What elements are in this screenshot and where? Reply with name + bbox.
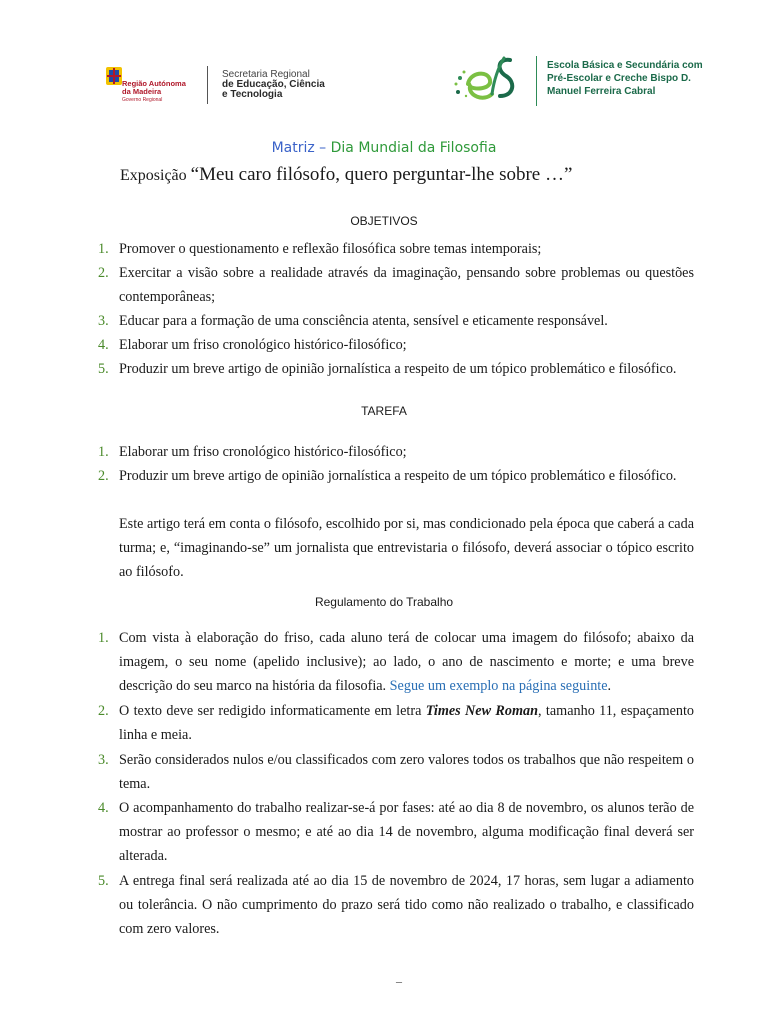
tarefa-item xyxy=(98,440,694,464)
item-number: 1. xyxy=(98,444,109,460)
tarefa-paragraph: Este artigo terá em conta o filósofo, escolhido por si, mas condicionado pela época que caberá a cada turma; e, “imaginando-se” um jornalista que entrevistaria o filósofo, deverá associar o tópico escrito ao filósofo. xyxy=(119,516,694,580)
item-text: Exercitar a visão sobre a realidade através da imaginação, pensando sobre problemas ou questões contemporâneas; xyxy=(119,265,694,305)
objetivo-item xyxy=(98,333,694,357)
item-text: Promover o questionamento e reflexão filosófica sobre temas intemporais; xyxy=(119,241,542,257)
item-text: Educar para a formação de uma consciência atenta, sensível e eticamente responsável. xyxy=(119,313,608,329)
item-number: 1. xyxy=(98,241,109,257)
objetivo-item xyxy=(98,261,694,309)
item-text: Produzir um breve artigo de opinião jornalística a respeito de um tópico problemático e filosófico. xyxy=(119,468,677,484)
objetivo-item xyxy=(98,357,694,381)
item-number: 2. xyxy=(98,468,109,484)
objetivo-item xyxy=(98,237,694,261)
item-number: 1. xyxy=(98,630,109,646)
example-link[interactable]: Segue um exemplo na página seguinte xyxy=(389,678,608,694)
item-text: Produzir um breve artigo de opinião jornalística a respeito de um tópico problemático e filosófico. xyxy=(119,361,677,377)
item-text: O acompanhamento do trabalho realizar-se-á por fases: até ao dia 8 de novembro, os alunos terão de mostrar ao professor o mesmo; e até ao dia 14 de novembro, alguma modificação final deverá ser alterada. xyxy=(119,800,694,864)
item2-post: , tamanho 11, espaçamento linha e meia. xyxy=(119,703,694,743)
item-number: 2. xyxy=(98,703,109,719)
school-line3: Manuel Ferreira Cabral xyxy=(547,86,656,97)
region-name-line2: da Madeira xyxy=(122,87,162,96)
item-number: 5. xyxy=(98,361,109,377)
item-number: 3. xyxy=(98,752,109,768)
school-line1: Escola Básica e Secundária com xyxy=(547,60,703,71)
expo-quote: “Meu caro filósofo, quero perguntar-lhe sobre …” xyxy=(190,164,573,185)
document-title xyxy=(0,140,768,156)
item-number: 3. xyxy=(98,313,109,329)
region-sub: Governo Regional xyxy=(122,97,163,103)
region-name-line1: Região Autónoma xyxy=(122,79,186,88)
item1-end: . xyxy=(607,678,612,694)
item2-pre: O texto deve ser redigido informaticamente em letra xyxy=(119,703,426,719)
expo-label: Exposição xyxy=(120,167,191,184)
page-footer-dash: – xyxy=(396,974,402,988)
font-name: Times New Roman xyxy=(425,703,539,719)
school-line2: Pré-Escolar e Creche Bispo D. xyxy=(547,73,691,84)
objetivo-item xyxy=(98,309,694,333)
exposition-title xyxy=(120,164,572,186)
item-number: 2. xyxy=(98,265,109,281)
secretaria-line3: e Tecnologia xyxy=(222,89,283,100)
tarefa-heading: TAREFA xyxy=(361,404,407,418)
regulamento-item xyxy=(98,626,694,698)
secretaria-line1: Secretaria Regional xyxy=(222,69,310,80)
regiao-autonoma-logo xyxy=(104,62,204,108)
item-text xyxy=(119,626,694,698)
secretaria-name xyxy=(222,70,362,100)
header-divider xyxy=(207,66,208,104)
item-text: Elaborar um friso cronológico histórico-filosófico; xyxy=(119,444,407,460)
item1-body: Com vista à elaboração do friso, cada aluno terá de colocar uma imagem do filósofo; abaixo da imagem, o seu nome (apelido inclusive); ao lado, o ano de nascimento e morte; e uma breve descrição do seu marco na história da filosofia. xyxy=(119,630,694,694)
item-text: Serão considerados nulos e/ou classificados com zero valores todos os trabalhos que não respeitem o tema. xyxy=(119,752,694,792)
objetivos-heading: OBJETIVOS xyxy=(350,214,418,228)
regulamento-item xyxy=(98,796,694,868)
regulamento-item xyxy=(98,748,694,796)
page-header xyxy=(0,0,768,120)
school-es-logo-icon xyxy=(448,50,528,110)
item-text: A entrega final será realizada até ao dia 15 de novembro de 2024, 17 horas, sem lugar a adiamento ou tolerância. O não cumprimento do prazo será tido como não realizado o trabalho, e classificado com zero valores. xyxy=(119,873,694,937)
item-number: 4. xyxy=(98,337,109,353)
item-text xyxy=(119,699,694,747)
tarefa-item xyxy=(98,464,694,488)
title-part1: Matriz – xyxy=(271,140,331,156)
regulamento-heading: Regulamento do Trabalho xyxy=(314,595,454,609)
item-number: 4. xyxy=(98,800,109,816)
secretaria-line2: de Educação, Ciência xyxy=(222,79,325,90)
school-name xyxy=(547,59,717,98)
item-text: Elaborar um friso cronológico histórico-filosófico; xyxy=(119,337,407,353)
title-part2: Dia Mundial da Filosofia xyxy=(330,140,497,156)
item-number: 5. xyxy=(98,873,109,889)
regulamento-item xyxy=(98,869,694,941)
regulamento-item xyxy=(98,699,694,747)
school-divider xyxy=(536,56,537,106)
